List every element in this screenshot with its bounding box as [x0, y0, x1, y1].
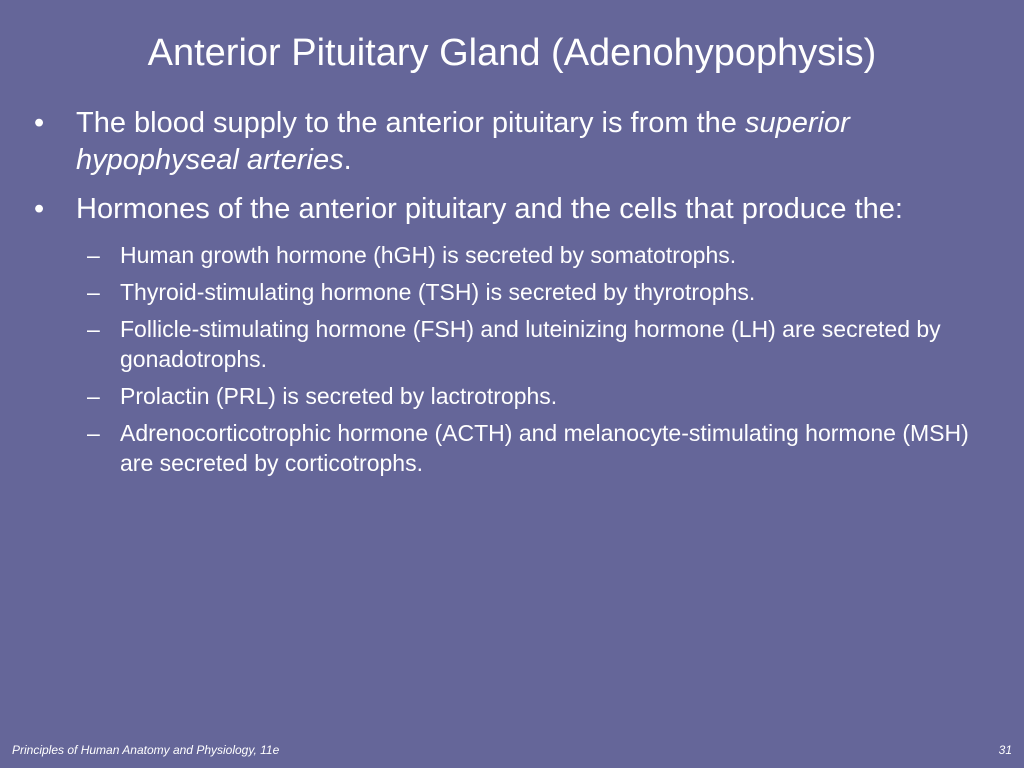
sub-marker: –	[87, 383, 100, 409]
bullet-marker: •	[34, 107, 45, 139]
footer-book-title: Principles of Human Anatomy and Physiology, 11e	[12, 743, 280, 757]
slide-title: Anterior Pituitary Gland (Adenohypophysis)	[147, 32, 877, 74]
sub-item-text: Adrenocorticotrophic hormone (ACTH) and melanocyte-stimulating hormone (MSH) are secreted by corticotrophs.	[120, 420, 969, 476]
bullet-text: Hormones of the anterior pituitary and the cells that produce the:	[76, 193, 903, 225]
bullet-text-italic: superior hypophyseal arteries	[76, 107, 850, 176]
hormone-list	[30, 240, 1000, 478]
footer-page-number: 31	[998, 743, 1012, 757]
sub-item-text: Human growth hormone (hGH) is secreted by somatotrophs.	[120, 242, 737, 268]
sub-marker: –	[87, 316, 100, 342]
sub-item-hgh	[30, 240, 1000, 270]
slide-content	[30, 105, 1000, 485]
sub-item-fsh-lh	[30, 314, 1000, 374]
sub-item-acth-msh	[30, 418, 1000, 478]
bullet-text-end: .	[343, 144, 352, 176]
sub-item-tsh	[30, 277, 1000, 307]
sub-item-prl	[30, 381, 1000, 411]
sub-marker: –	[87, 279, 100, 305]
sub-marker: –	[87, 242, 100, 268]
bullet-text: The blood supply to the anterior pituitary is from the	[76, 107, 745, 139]
bullet-blood-supply	[30, 105, 1000, 179]
sub-item-text: Follicle-stimulating hormone (FSH) and luteinizing hormone (LH) are secreted by gonadotrophs.	[120, 316, 941, 372]
bullet-marker: •	[34, 193, 45, 225]
bullet-hormones	[30, 191, 1000, 228]
sub-marker: –	[87, 420, 100, 446]
sub-item-text: Prolactin (PRL) is secreted by lactrotrophs.	[120, 383, 558, 409]
sub-item-text: Thyroid-stimulating hormone (TSH) is secreted by thyrotrophs.	[120, 279, 756, 305]
